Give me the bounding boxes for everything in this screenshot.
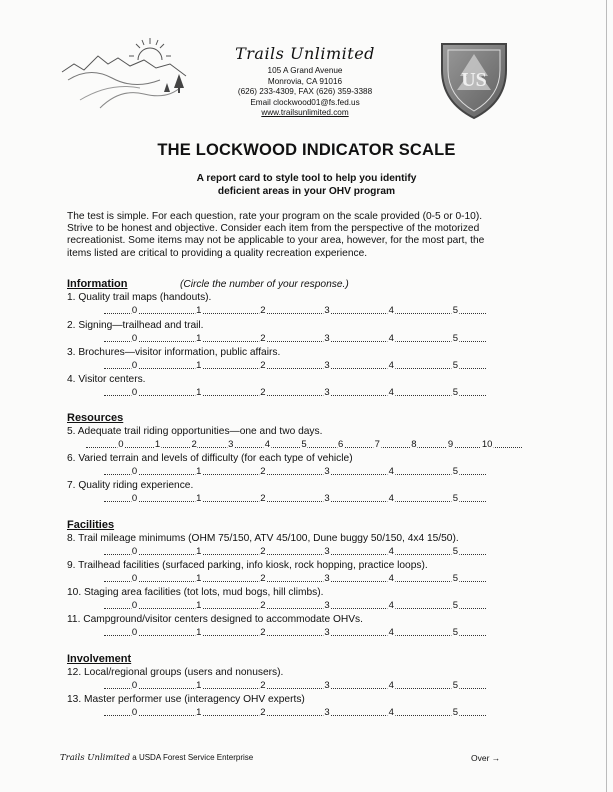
rating-option[interactable]	[388, 387, 395, 398]
question-10: 10. Staging area facilities (tot lots, mud bogs, hill climbs).	[67, 587, 324, 598]
rating-value: 4	[388, 573, 394, 584]
rating-value: 8	[411, 439, 417, 450]
email: Email clockwood01@fs.fed.us	[250, 97, 360, 107]
rating-option[interactable]	[323, 305, 330, 316]
subtitle-line-1: A report card to style tool to help you identify	[196, 173, 417, 184]
rating-value: 0	[131, 333, 138, 344]
question-3: 3. Brochures—visitor information, public affairs.	[67, 347, 281, 358]
dotted-leader	[104, 608, 486, 609]
rating-option[interactable]	[452, 627, 459, 638]
question-2: 2. Signing—trailhead and trail.	[67, 320, 204, 331]
question-4: 4. Visitor centers.	[67, 374, 146, 385]
rating-value: 0	[131, 627, 138, 638]
instructions-line-1: The test is simple. For each question, rate your program on the scale provided (0-5 or 0-10).	[67, 211, 483, 222]
rating-value: 5	[452, 627, 459, 638]
rating-value: 2	[260, 573, 266, 584]
rating-option[interactable]	[190, 439, 197, 450]
rating-value: 4	[388, 627, 394, 638]
rating-option[interactable]	[388, 627, 395, 638]
subtitle	[0, 173, 613, 198]
rating-option[interactable]	[323, 387, 330, 398]
page-title: THE LOCKWOOD INDICATOR SCALE	[157, 141, 456, 159]
rating-value: 4	[388, 466, 394, 477]
rating-option[interactable]	[259, 600, 266, 611]
subtitle-line-2: deficient areas in your OHV program	[217, 185, 396, 197]
rating-value: 3	[324, 305, 330, 316]
over-link[interactable]: Over →	[471, 753, 501, 763]
rating-option[interactable]	[154, 439, 161, 450]
rating-option[interactable]	[195, 493, 202, 504]
rating-value: 3	[324, 707, 330, 718]
rating-option[interactable]	[323, 707, 330, 718]
rating-value: 3	[324, 360, 330, 371]
rating-value: 4	[388, 360, 394, 371]
rating-option[interactable]	[388, 466, 395, 477]
rating-value: 5	[452, 466, 459, 477]
rating-scale-q12	[104, 680, 486, 692]
footer	[60, 753, 253, 763]
rating-value: 4	[388, 680, 394, 691]
rating-value: 3	[324, 493, 330, 504]
rating-value: 5	[452, 680, 459, 691]
question-9: 9. Trailhead facilities (surfaced parking, info kiosk, rock hopping, practice loops).	[67, 560, 428, 571]
rating-scale-q3	[104, 360, 486, 372]
rating-option[interactable]	[195, 680, 202, 691]
rating-option[interactable]	[131, 627, 138, 638]
rating-value: 4	[264, 439, 271, 450]
rating-value: 1	[196, 573, 202, 584]
address-line-2: Monrovia, CA 91016	[267, 76, 343, 86]
rating-value: 4	[388, 305, 394, 316]
rating-value: 1	[196, 627, 202, 638]
rating-value: 1	[196, 707, 202, 718]
rating-option[interactable]	[131, 387, 138, 398]
rating-option[interactable]	[259, 627, 266, 638]
rating-option[interactable]	[452, 333, 459, 344]
rating-value: 9	[447, 439, 454, 450]
phone-fax: (626) 233-4309, FAX (626) 359-3388	[237, 87, 373, 97]
rating-option[interactable]	[323, 546, 330, 557]
rating-option[interactable]	[323, 573, 330, 584]
rating-scale-q9	[104, 573, 486, 585]
dotted-leader	[104, 501, 486, 502]
rating-option[interactable]	[388, 493, 395, 504]
rating-option[interactable]	[447, 439, 454, 450]
rating-scale-q2	[104, 333, 486, 345]
rating-option[interactable]	[452, 493, 459, 504]
rating-value: 2	[260, 466, 266, 477]
dotted-leader	[104, 554, 486, 555]
rating-value: 5	[452, 573, 459, 584]
rating-value: 2	[260, 627, 266, 638]
rating-option[interactable]	[259, 360, 266, 371]
footer-brand: Trails Unlimited	[60, 753, 131, 763]
rating-option[interactable]	[131, 466, 138, 477]
rating-value: 6	[337, 439, 344, 450]
rating-value: 7	[374, 439, 380, 450]
rating-value: 0	[131, 387, 138, 398]
rating-value: 2	[260, 360, 266, 371]
section-resources: Resources	[67, 412, 124, 424]
rating-scale-q1	[104, 305, 486, 317]
dotted-leader	[104, 313, 486, 314]
rating-option[interactable]	[131, 546, 138, 557]
rating-option[interactable]	[388, 707, 395, 718]
rating-value: 0	[131, 600, 138, 611]
rating-value: 2	[260, 707, 266, 718]
rating-option[interactable]	[195, 387, 202, 398]
rating-option[interactable]	[117, 439, 124, 450]
rating-option[interactable]	[323, 466, 330, 477]
rating-option[interactable]	[259, 305, 266, 316]
instructions-line-3: recreationist. Some items may not be applicable to your area, however, for the most part, the	[67, 235, 485, 247]
question-8: 8. Trail mileage minimums (OHM 75/150, ATV 45/100, Dune buggy 50/150, 4x4 15/50).	[67, 533, 459, 544]
rating-option[interactable]	[259, 546, 266, 557]
rating-value: 0	[131, 707, 138, 718]
rating-option[interactable]	[452, 387, 459, 398]
rating-option[interactable]	[452, 707, 459, 718]
rating-value: 3	[324, 573, 330, 584]
rating-value: 1	[196, 333, 202, 344]
rating-value: 0	[131, 573, 138, 584]
question-11: 11. Campground/visitor centers designed to accommodate OHVs.	[67, 614, 363, 625]
rating-value: 0	[131, 360, 138, 371]
rating-value: 0	[131, 493, 138, 504]
rating-value: 3	[228, 439, 234, 450]
rating-option[interactable]	[259, 466, 266, 477]
rating-option[interactable]	[195, 627, 202, 638]
rating-value: 3	[324, 546, 330, 557]
rating-option[interactable]	[388, 305, 395, 316]
rating-value: 4	[388, 493, 394, 504]
address-line-1: 105 A Grand Avenue	[267, 66, 343, 75]
rating-option[interactable]	[452, 360, 459, 371]
rating-option[interactable]	[388, 573, 395, 584]
rating-scale-q4	[104, 387, 486, 399]
rating-value: 1	[196, 387, 202, 398]
rating-option[interactable]	[195, 707, 202, 718]
rating-option[interactable]	[195, 546, 202, 557]
rating-value: 3	[324, 600, 330, 611]
rating-scale-q6	[104, 466, 486, 478]
rating-value: 5	[452, 707, 459, 718]
section-facilities: Facilities	[67, 519, 115, 531]
rating-value: 3	[324, 466, 330, 477]
instructions-line-2: Strive to be honest and objective. Consider each item from the perspective of the motorized	[67, 223, 480, 235]
rating-scale-q5	[86, 439, 522, 451]
rating-option[interactable]	[264, 439, 271, 450]
rating-value: 4	[388, 546, 394, 557]
rating-scale-q11	[104, 627, 486, 639]
rating-value: 0	[131, 546, 138, 557]
dotted-leader	[104, 635, 486, 636]
rating-value: 1	[196, 305, 202, 316]
rating-value: 4	[388, 707, 394, 718]
rating-scale-q13	[104, 707, 486, 719]
scan-edge	[606, 0, 607, 792]
rating-value: 5	[301, 439, 307, 450]
rating-option[interactable]	[259, 387, 266, 398]
rating-value: 1	[196, 493, 202, 504]
rating-value: 1	[196, 546, 202, 557]
rating-option[interactable]	[195, 600, 202, 611]
rating-option[interactable]	[131, 573, 138, 584]
rating-option[interactable]	[388, 360, 395, 371]
shield-lettering: US	[461, 69, 487, 91]
trails-unlimited-logo	[60, 30, 190, 110]
rating-value: 3	[324, 627, 330, 638]
rating-scale-q8	[104, 546, 486, 558]
question-13: 13. Master performer use (interagency OHV experts)	[67, 694, 305, 705]
dotted-leader	[104, 581, 486, 582]
rating-option[interactable]	[259, 493, 266, 504]
rating-value: 3	[324, 680, 330, 691]
rating-option[interactable]	[323, 360, 330, 371]
brand-name: Trails Unlimited	[235, 44, 375, 63]
rating-option[interactable]	[259, 333, 266, 344]
rating-option[interactable]	[259, 680, 266, 691]
rating-option[interactable]	[131, 360, 138, 371]
rating-option[interactable]	[374, 439, 381, 450]
instructions	[67, 211, 557, 260]
rating-value: 2	[260, 680, 266, 691]
rating-option[interactable]	[481, 439, 494, 450]
rating-option[interactable]	[323, 680, 330, 691]
question-1: 1. Quality trail maps (handouts).	[67, 292, 212, 303]
rating-option[interactable]	[195, 573, 202, 584]
rating-value: 2	[260, 493, 266, 504]
forest-service-shield-icon	[438, 40, 510, 120]
rating-option[interactable]	[259, 573, 266, 584]
rating-option[interactable]	[452, 573, 459, 584]
rating-option[interactable]	[388, 333, 395, 344]
rating-value: 5	[452, 600, 459, 611]
section-information: Information	[67, 278, 128, 290]
rating-value: 0	[118, 439, 124, 450]
rating-value: 5	[452, 493, 459, 504]
circle-instruction: (Circle the number of your response.)	[180, 279, 349, 290]
rating-value: 1	[196, 360, 202, 371]
rating-option[interactable]	[195, 305, 202, 316]
rating-value: 4	[388, 600, 394, 611]
rating-value: 5	[452, 360, 459, 371]
rating-option[interactable]	[131, 305, 138, 316]
question-7: 7. Quality riding experience.	[67, 480, 194, 491]
question-5: 5. Adequate trail riding opportunities—one and two days.	[67, 426, 323, 437]
rating-option[interactable]	[388, 546, 395, 557]
letterhead	[180, 44, 430, 119]
dotted-leader	[104, 395, 486, 396]
rating-option[interactable]	[259, 707, 266, 718]
rating-option[interactable]	[195, 333, 202, 344]
rating-value: 1	[154, 439, 161, 450]
section-involvement: Involvement	[67, 653, 132, 665]
rating-scale-q7	[104, 493, 486, 505]
rating-option[interactable]	[227, 439, 234, 450]
instructions-line-4: items listed are critical to providing a quality recreation experience.	[67, 247, 368, 259]
rating-option[interactable]	[323, 493, 330, 504]
rating-option[interactable]	[452, 466, 459, 477]
rating-option[interactable]	[131, 600, 138, 611]
rating-option[interactable]	[388, 600, 395, 611]
rating-option[interactable]	[131, 333, 138, 344]
rating-option[interactable]	[452, 305, 459, 316]
rating-option[interactable]	[388, 680, 395, 691]
rating-value: 5	[452, 546, 459, 557]
rating-option[interactable]	[452, 546, 459, 557]
dotted-leader	[104, 474, 486, 475]
rating-value: 2	[260, 305, 266, 316]
rating-option[interactable]	[337, 439, 344, 450]
rating-value: 2	[191, 439, 197, 450]
rating-value: 1	[196, 680, 202, 691]
rating-value: 3	[324, 387, 330, 398]
rating-option[interactable]	[131, 493, 138, 504]
rating-option[interactable]	[131, 707, 138, 718]
rating-value: 4	[388, 333, 394, 344]
dotted-leader	[104, 341, 486, 342]
rating-value: 3	[324, 333, 330, 344]
rating-option[interactable]	[410, 439, 417, 450]
rating-option[interactable]	[323, 627, 330, 638]
footer-text: a USDA Forest Service Enterprise	[130, 753, 254, 762]
rating-option[interactable]	[452, 680, 459, 691]
rating-value: 2	[260, 600, 266, 611]
rating-option[interactable]	[323, 600, 330, 611]
rating-option[interactable]	[452, 600, 459, 611]
rating-value: 5	[452, 333, 459, 344]
dotted-leader	[104, 688, 486, 689]
question-12: 12. Local/regional groups (users and nonusers).	[67, 667, 284, 678]
rating-value: 0	[131, 466, 138, 477]
rating-option[interactable]	[300, 439, 307, 450]
rating-value: 4	[388, 387, 394, 398]
rating-value: 2	[260, 546, 266, 557]
rating-value: 2	[260, 387, 266, 398]
rating-value: 10	[481, 439, 493, 450]
rating-option[interactable]	[323, 333, 330, 344]
rating-value: 5	[452, 387, 459, 398]
dotted-leader	[104, 368, 486, 369]
rating-option[interactable]	[195, 466, 202, 477]
rating-value: 1	[196, 600, 202, 611]
rating-scale-q10	[104, 600, 486, 612]
rating-value: 1	[196, 466, 202, 477]
website-link[interactable]: www.trailsunlimited.com	[261, 108, 349, 118]
rating-option[interactable]	[195, 360, 202, 371]
rating-value: 0	[131, 305, 138, 316]
rating-value: 0	[131, 680, 138, 691]
question-6: 6. Varied terrain and levels of difficulty (for each type of vehicle)	[67, 453, 353, 464]
rating-option[interactable]	[131, 680, 138, 691]
dotted-leader	[104, 715, 486, 716]
rating-value: 5	[452, 305, 459, 316]
rating-value: 2	[260, 333, 266, 344]
